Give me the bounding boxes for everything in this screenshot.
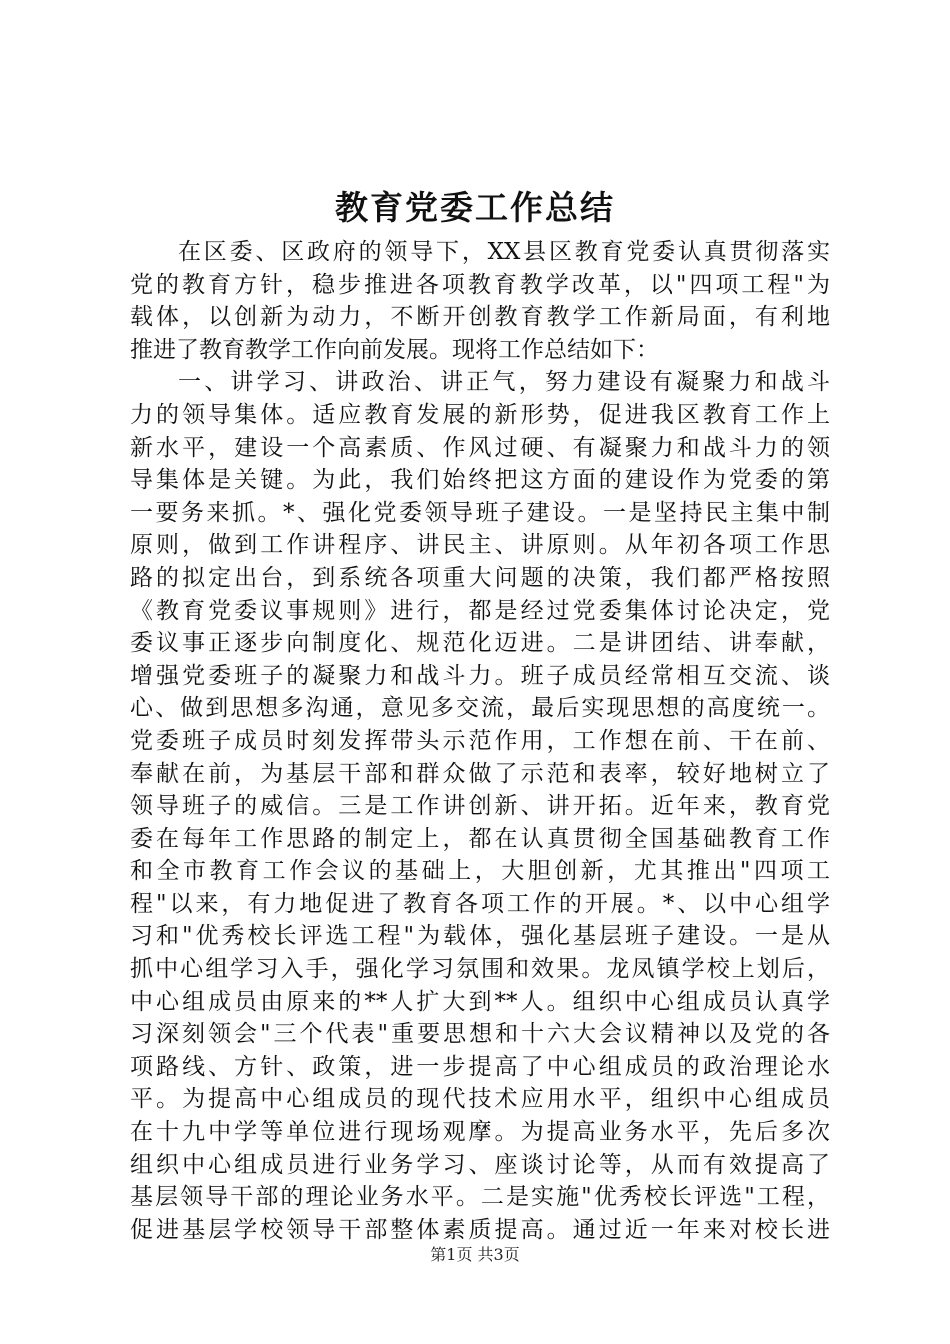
body-line: 和全市教育工作会议的基础上，大胆创新，尤其推出"四项工 [130,858,830,885]
body-line: 《教育党委议事规则》进行，都是经过党委集体讨论决定，党 [130,597,830,624]
body-line: 导集体是关键。为此，我们始终把这方面的建设作为党委的第 [130,467,830,494]
body-line: 党的教育方针，稳步推进各项教育教学改革，以"四项工程"为 [130,271,830,298]
body-line: 习和"优秀校长评选工程"为载体，强化基层班子建设。一是从 [130,923,830,950]
body-line: 增强党委班子的凝聚力和战斗力。班子成员经常相互交流、谈 [130,662,830,689]
body-line: 平。为提高中心组成员的现代技术应用水平，组织中心组成员 [130,1086,830,1113]
body-line: 促进基层学校领导干部整体素质提高。通过近一年来对校长进 [130,1216,830,1243]
body-line: 新水平，建设一个高素质、作风过硬、有凝聚力和战斗力的领 [130,434,830,461]
body-line: 一、讲学习、讲政治、讲正气，努力建设有凝聚力和战斗 [178,369,830,396]
body-line: 一要务来抓。*、强化党委领导班子建设。一是坚持民主集中制 [130,499,830,526]
body-line: 基层领导干部的理论业务水平。二是实施"优秀校长评选"工程， [130,1184,830,1211]
body-line: 力的领导集体。适应教育发展的新形势，促进我区教育工作上 [130,401,830,428]
body-line: 载体，以创新为动力，不断开创教育教学工作新局面，有利地 [130,304,830,331]
body-line: 路的拟定出台，到系统各项重大问题的决策，我们都严格按照 [130,564,830,591]
body-line: 组织中心组成员进行业务学习、座谈讨论等，从而有效提高了 [130,1151,830,1178]
body-line: 委议事正逐步向制度化、规范化迈进。二是讲团结、讲奉献， [130,630,830,657]
body-line: 党委班子成员时刻发挥带头示范作用，工作想在前、干在前、 [130,727,830,754]
page-number-footer: 第1页 共3页 [430,1245,520,1264]
body-line: 原则，做到工作讲程序、讲民主、讲原则。从年初各项工作思 [130,532,830,559]
body-line: 领导班子的威信。三是工作讲创新、讲开拓。近年来，教育党 [130,793,830,820]
body-line: 在十九中学等单位进行现场观摩。为提高业务水平，先后多次 [130,1119,830,1146]
body-line: 程"以来，有力地促进了教育各项工作的开展。*、以中心组学 [130,890,830,917]
body-line: 中心组成员由原来的**人扩大到**人。组织中心组成员认真学 [130,988,830,1015]
body-line: 推进了教育教学工作向前发展。现将工作总结如下： [130,336,659,363]
document-title: 教育党委工作总结 [335,188,615,227]
body-line: 抓中心组学习入手，强化学习氛围和效果。龙凤镇学校上划后， [130,956,830,983]
body-line: 委在每年工作思路的制定上，都在认真贯彻全国基础教育工作 [130,825,830,852]
body-line: 项路线、方针、政策，进一步提高了中心组成员的政治理论水 [130,1053,830,1080]
body-line: 在区委、区政府的领导下，XX县区教育党委认真贯彻落实 [178,239,830,265]
body-line: 心、做到思想多沟通，意见多交流，最后实现思想的高度统一。 [130,695,830,722]
document-body [130,236,830,1246]
body-line: 习深刻领会"三个代表"重要思想和十六大会议精神以及党的各 [130,1021,830,1048]
body-line: 奉献在前，为基层干部和群众做了示范和表率，较好地树立了 [130,760,830,787]
